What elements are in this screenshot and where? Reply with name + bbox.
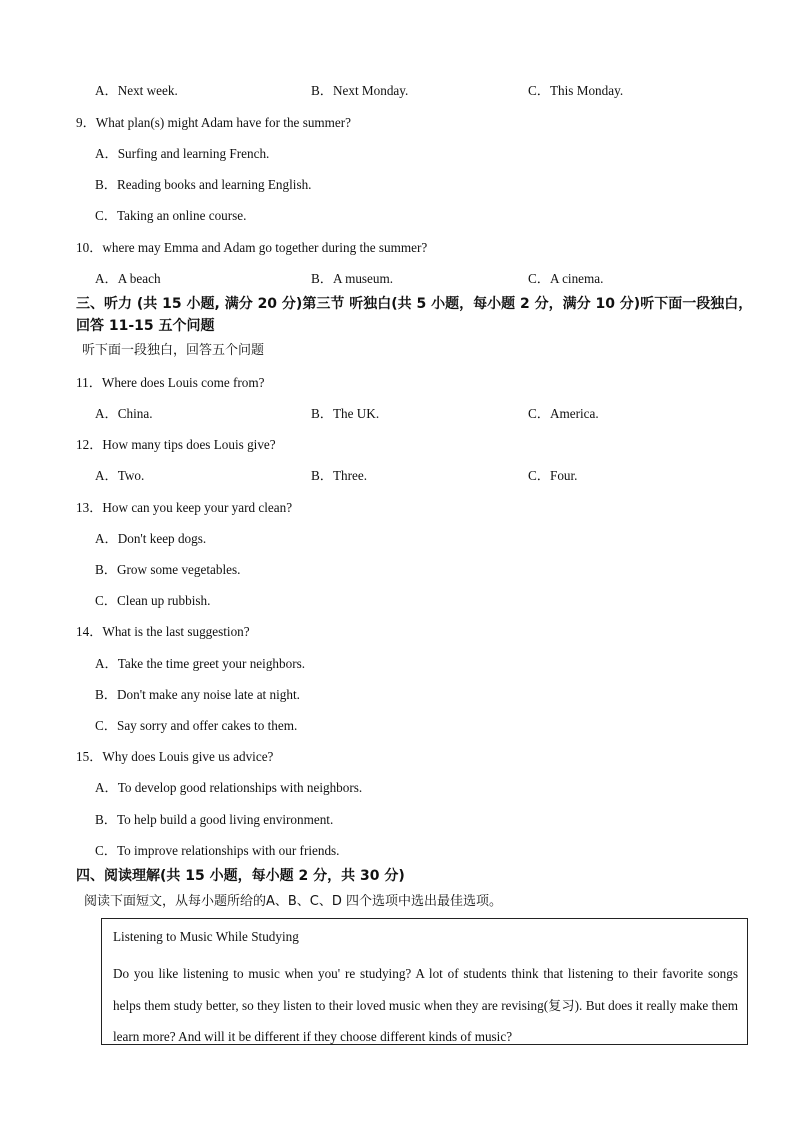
q15-stem: 15．Why does Louis give us advice? (76, 749, 274, 764)
section-4-instruction: 阅读下面短文，从每小题所给的A、B、C、D 四个选项中选出最佳选项。 (84, 894, 503, 909)
q12-stem: 12．How many tips does Louis give? (76, 437, 276, 452)
q14-stem: 14．What is the last suggestion? (76, 624, 250, 639)
q15-option-c: C．To improve relationships with our friends. (95, 843, 340, 858)
q12-option-b: B．Three. (311, 468, 368, 483)
q13-option-c: C．Clean up rubbish. (95, 593, 211, 608)
q14-option-c: C．Say sorry and offer cakes to them. (95, 718, 298, 733)
q10-stem: 10．where may Emma and Adam go together during the summer? (76, 240, 428, 255)
q11-stem: 11．Where does Louis come from? (76, 375, 265, 390)
passage-title: Listening to Music While Studying (113, 929, 299, 944)
q11-option-b: B．The UK. (311, 406, 380, 421)
q15-option-b: B．To help build a good living environment. (95, 812, 334, 827)
q11-option-c: C．America. (528, 406, 599, 421)
q10-option-b: B．A museum. (311, 271, 394, 286)
q10-option-a: A．A beach (95, 271, 161, 286)
q9-option-b: B．Reading books and learning English. (95, 177, 312, 192)
q9-stem: 9．What plan(s) might Adam have for the summer? (76, 115, 352, 130)
q13-option-b: B．Grow some vegetables. (95, 562, 241, 577)
q13-stem: 13．How can you keep your yard clean? (76, 500, 293, 515)
q10-option-c: C．A cinema. (528, 271, 604, 286)
q12-option-c: C．Four. (528, 468, 578, 483)
q15-option-a: A．To develop good relationships with neighbors. (95, 780, 363, 795)
q9-option-c: C．Taking an online course. (95, 208, 247, 223)
section-3-heading: 三、听力 (共 15 小题, 满分 20 分)第三节 听独白(共 5 小题，每小题 2 分，满分 10 分)听下面一段独白，回答 11-15 五个问题 (76, 296, 753, 334)
passage-body: Do you like listening to music when you' re studying? A lot of students think that listening to their favorite songs helps them study better, so they listen to their loved music when they are revising(复习). But does it really make them learn more? And will it be different if they choose different kinds of music? (113, 966, 738, 1044)
q14-option-b: B．Don't make any noise late at night. (95, 687, 300, 702)
q13-option-a: A．Don't keep dogs. (95, 531, 207, 546)
section-4-heading: 四、阅读理解(共 15 小题，每小题 2 分，共 30 分) (76, 868, 405, 884)
q8-option-c: C．This Monday. (528, 83, 624, 98)
q8-option-b: B．Next Monday. (311, 83, 409, 98)
section-3-instruction: 听下面一段独白，回答五个问题 (82, 343, 265, 358)
q8-option-a: A．Next week. (95, 83, 178, 98)
q12-option-a: A．Two. (95, 468, 145, 483)
passage-box (101, 918, 748, 1045)
q14-option-a: A．Take the time greet your neighbors. (95, 656, 306, 671)
q9-option-a: A．Surfing and learning French. (95, 146, 270, 161)
q11-option-a: A．China. (95, 406, 153, 421)
